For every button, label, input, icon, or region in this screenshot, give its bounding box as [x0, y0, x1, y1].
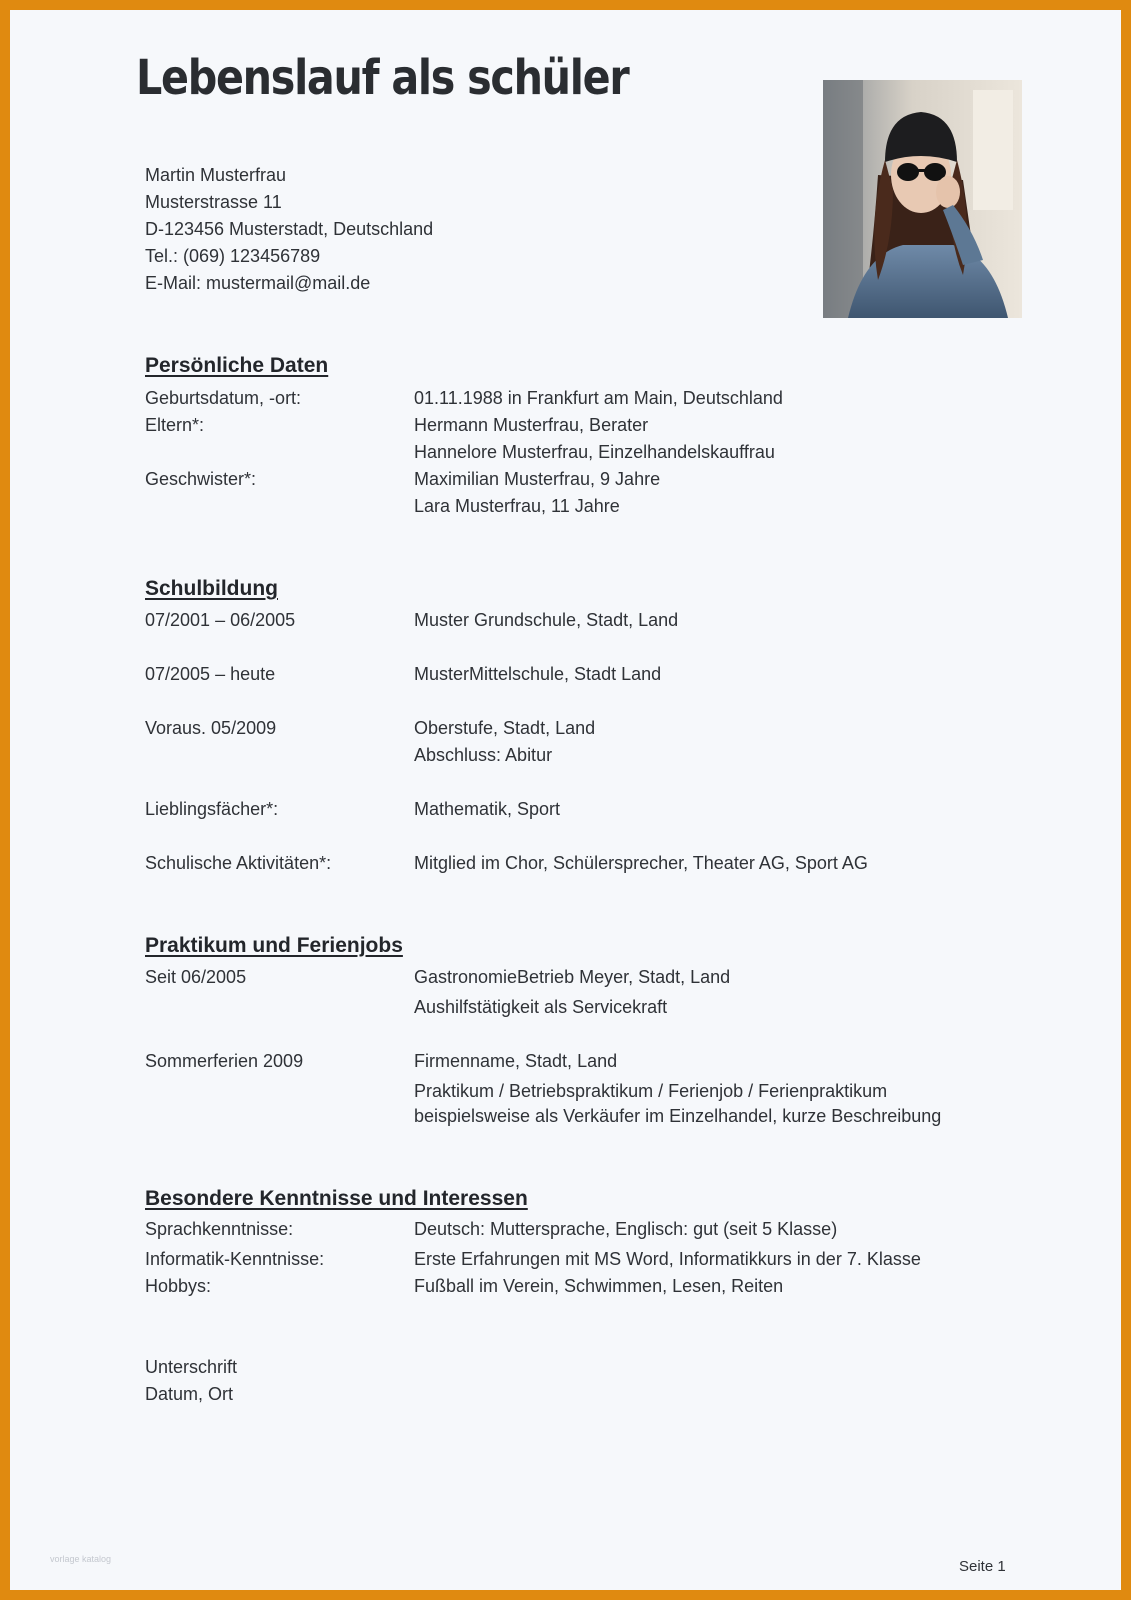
school-row-4-label: Lieblingsfächer*: — [145, 799, 279, 819]
skills-row-3-label: Hobbys: — [145, 1276, 212, 1296]
contact-email: E-Mail: mustermail@mail.de — [145, 273, 371, 293]
school-row-5-value: Mitglied im Chor, Schülersprecher, Theater AG, Sport AG — [414, 853, 868, 873]
siblings-label: Geschwister*: — [145, 469, 257, 489]
parents-value-2: Hannelore Musterfrau, Einzelhandelskauffrau — [414, 442, 775, 462]
date-place-label: Datum, Ort — [145, 1384, 234, 1404]
portrait-photo — [823, 80, 1022, 318]
school-row-2-label: 07/2005 – heute — [145, 664, 276, 684]
section-heading-skills: Besondere Kenntnisse und Interessen — [145, 1187, 528, 1210]
jobs-row-1-value-2: Aushilfstätigkeit als Servicekraft — [414, 997, 668, 1017]
contact-block — [145, 162, 433, 297]
siblings-value-2: Lara Musterfrau, 11 Jahre — [414, 496, 620, 516]
skills-row-1-value: Deutsch: Muttersprache, Englisch: gut (seit 5 Klasse) — [414, 1219, 838, 1239]
section-heading-school: Schulbildung — [145, 577, 278, 600]
school-row-1-label: 07/2001 – 06/2005 — [145, 610, 296, 630]
section-heading-personal: Persönliche Daten — [145, 354, 329, 377]
school-row-3-value-2: Abschluss: Abitur — [414, 745, 553, 765]
contact-street: Musterstrasse 11 — [145, 192, 282, 212]
jobs-row-1-label: Seit 06/2005 — [145, 967, 247, 987]
jobs-row-2-value-1: Firmenname, Stadt, Land — [414, 1051, 618, 1071]
jobs-row-1-value-1: GastronomieBetrieb Meyer, Stadt, Land — [414, 967, 731, 987]
school-row-5-label: Schulische Aktivitäten*: — [145, 853, 332, 873]
skills-row-2-label: Informatik-Kenntnisse: — [145, 1249, 325, 1269]
parents-label: Eltern*: — [145, 415, 205, 435]
school-row-1-value: Muster Grundschule, Stadt, Land — [414, 610, 679, 630]
contact-city: D-123456 Musterstadt, Deutschland — [145, 219, 434, 239]
contact-phone: Tel.: (069) 123456789 — [145, 246, 321, 266]
birth-value: 01.11.1988 in Frankfurt am Main, Deutschland — [414, 388, 783, 408]
school-row-3-label: Voraus. 05/2009 — [145, 718, 277, 738]
siblings-value-1: Maximilian Musterfrau, 9 Jahre — [414, 469, 661, 489]
signature-label: Unterschrift — [145, 1357, 238, 1377]
jobs-row-2-value-2: Praktikum / Betriebspraktikum / Ferienjob / Ferienpraktikum — [414, 1081, 888, 1101]
birth-label: Geburtsdatum, -ort: — [145, 388, 302, 408]
jobs-row-2-label: Sommerferien 2009 — [145, 1051, 304, 1071]
contact-name: Martin Musterfrau — [145, 165, 287, 185]
jobs-row-2-value-3: beispielsweise als Verkäufer im Einzelhandel, kurze Beschreibung — [414, 1106, 942, 1126]
section-heading-jobs: Praktikum und Ferienjobs — [145, 934, 403, 957]
skills-row-1-label: Sprachkenntnisse: — [145, 1219, 294, 1239]
skills-row-3-value: Fußball im Verein, Schwimmen, Lesen, Reiten — [414, 1276, 784, 1296]
school-row-4-value: Mathematik, Sport — [414, 799, 561, 819]
school-row-3-value-1: Oberstufe, Stadt, Land — [414, 718, 596, 738]
school-row-2-value: MusterMittelschule, Stadt Land — [414, 664, 662, 684]
document-title: Lebenslauf als schüler — [136, 50, 629, 106]
skills-row-2-value: Erste Erfahrungen mit MS Word, Informatikkurs in der 7. Klasse — [414, 1249, 921, 1269]
page-number: Seite 1 — [959, 1558, 1006, 1575]
parents-value-1: Hermann Musterfrau, Berater — [414, 415, 649, 435]
watermark-text: vorlage katalog — [50, 1554, 112, 1564]
